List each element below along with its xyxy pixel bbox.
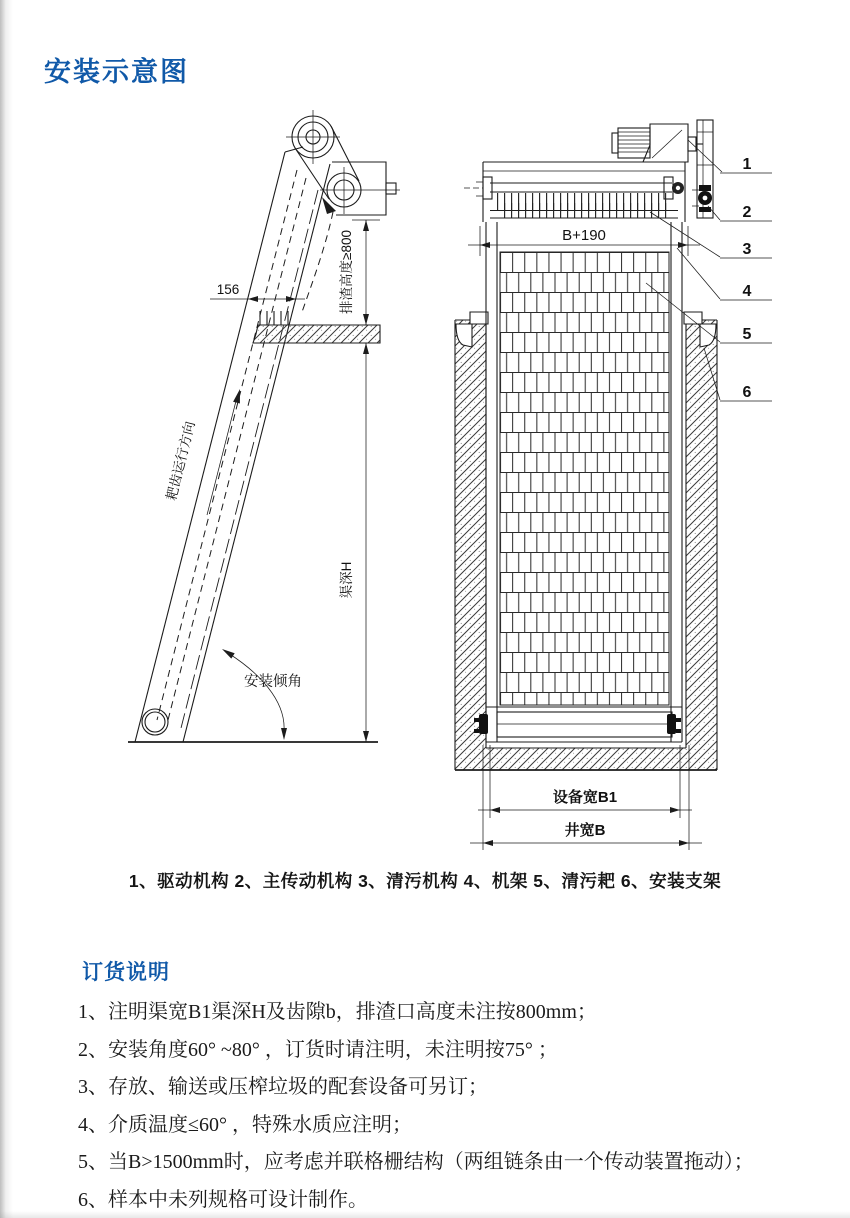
ordering-note-3: 3、存放、输送或压榨垃圾的配套设备可另订；: [78, 1076, 488, 1098]
side-drive-mechanism: [286, 110, 400, 215]
page-title: 安装示意图: [44, 57, 189, 87]
ordering-note-4: 4、介质温度≤60° ，特殊水质应注明；: [78, 1113, 412, 1136]
dim-156: [210, 282, 305, 302]
side-view-drawing: [128, 110, 400, 742]
top-width-label: B+190: [562, 227, 606, 244]
parts-caption: 1、驱动机构 2、主传动机构 3、清污机构 4、机架 5、清污耙 6、安装支架: [128, 871, 722, 891]
install-angle-label: 安装倾角: [244, 674, 302, 690]
ordering-note-5: 5、当B>1500mm时，应考虑并联格栅结构（两组链条由一个传动装置拖动）；: [78, 1151, 754, 1173]
dim-channel-depth: [339, 343, 369, 742]
scan-edge-shadow-left: [0, 0, 13, 1218]
dim-156-label: 156: [216, 282, 240, 297]
front-view-drawing: [455, 120, 772, 850]
callout-2: 2: [742, 204, 752, 221]
rake-direction-label: 耙齿运行方向: [163, 419, 198, 503]
rake-direction-annotation: [163, 389, 240, 515]
screen-grid: [500, 252, 669, 705]
scan-edge-shadow-bottom: [0, 1211, 850, 1218]
callout-3: 3: [742, 241, 752, 258]
ordering-notes: [78, 994, 814, 1218]
dim-discharge-height: [338, 220, 380, 325]
rake-comb: [490, 193, 678, 218]
callout-6: 6: [742, 384, 752, 401]
ordering-note-6: 6、样本中未列规格可设计制作。: [78, 1188, 368, 1211]
channel-depth-label: 渠深H: [339, 561, 354, 599]
ordering-note-2: 2、安装角度60° ~80° ，订货时请注明，未注明按75° ；: [78, 1038, 558, 1061]
equipment-width-label: 设备宽B1: [552, 789, 618, 806]
callout-5: 5: [742, 326, 752, 343]
ordering-note-1: 1、注明渠宽B1渠深H及齿隙b，排渣口高度未注按800mm；: [78, 1001, 597, 1023]
install-angle-annotation: [222, 649, 302, 740]
callout-4: 4: [742, 283, 752, 300]
bottom-assembly: [474, 707, 682, 742]
discharge-platform: [253, 311, 380, 343]
discharge-height-label: 排渣高度≥800: [339, 230, 354, 314]
well-width-label: 井宽B: [564, 822, 606, 839]
callout-1: 1: [742, 156, 752, 173]
ordering-heading: 订货说明: [82, 961, 170, 984]
